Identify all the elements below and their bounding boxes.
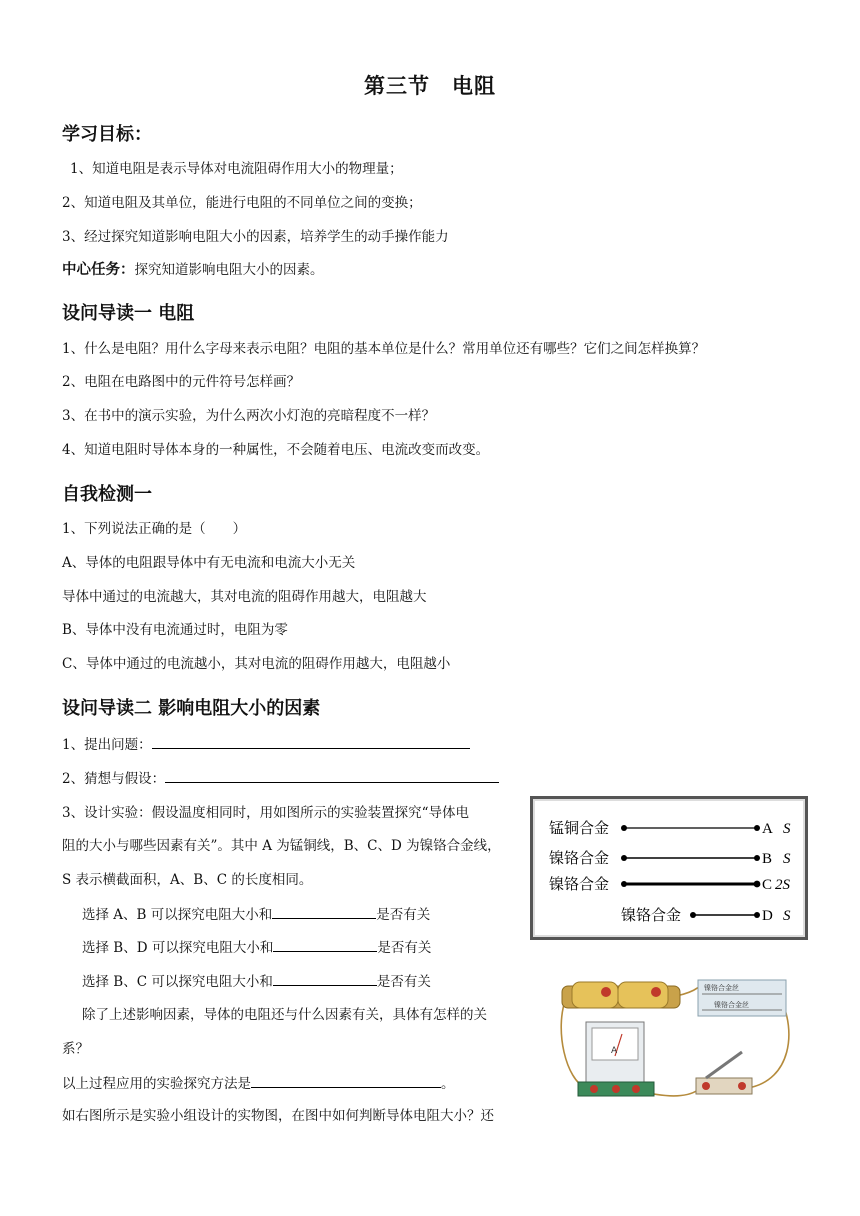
wire-a-letter: A <box>762 821 773 837</box>
wire-d-letter: D <box>762 908 773 924</box>
page-title: 第三节 电阻 <box>364 74 496 98</box>
wire-d-end-dot <box>754 912 760 918</box>
core-task-label: 中心任务： <box>62 262 135 278</box>
guide1-item-2: 2、电阻在电路图中的元件符号怎样画？ <box>62 374 301 390</box>
board-label-top: 镍铬合金丝 <box>704 984 739 992</box>
method-line <box>62 1073 455 1094</box>
guide1-heading: 设问导读一 电阻 <box>62 303 195 324</box>
wire-figure <box>530 796 808 940</box>
wire-d-material: 镍铬合金 <box>621 906 682 924</box>
switch-terminal-2 <box>738 1082 746 1090</box>
wire-left <box>561 998 586 1088</box>
core-task <box>62 260 324 280</box>
method-pre: 以上过程应用的实验探究方法是 <box>62 1076 251 1092</box>
battery-terminal-1 <box>601 987 611 997</box>
wire-b-material: 镍铬合金 <box>549 849 610 867</box>
select-bd <box>82 937 431 958</box>
select-bd-blank[interactable] <box>273 937 377 952</box>
select-ab-post: 是否有关 <box>376 907 431 923</box>
guide2-heading: 设问导读二 影响电阻大小的因素 <box>62 698 321 719</box>
switch-lever <box>706 1052 742 1078</box>
select-ab <box>82 904 430 925</box>
selftest1-question: 1、下列说法正确的是（ ） <box>62 521 247 537</box>
other-factors-line-1: 除了上述影响因素，导体的电阻还与什么因素有关，具体有怎样的关 <box>82 1007 487 1023</box>
board-label-bottom: 镍铬合金丝 <box>714 1001 749 1009</box>
select-bd-post: 是否有关 <box>377 940 432 956</box>
wire-c-letter: C <box>762 877 773 893</box>
guide1-item-1: 1、什么是电阻？用什么字母来表示电阻？电阻的基本单位是什么？常用单位还有哪些？它们之间怎样换算？ <box>62 341 706 357</box>
guide2-q3-line-2: 阻的大小与哪些因素有关”。其中 A 为锰铜线，B、C、D 为镍铬合金线， <box>62 838 501 854</box>
objectives-heading: 学习目标： <box>62 124 152 145</box>
select-bd-pre: 选择 B、D 可以探究电阻大小和 <box>82 940 274 956</box>
selftest1-heading: 自我检测一 <box>62 484 152 505</box>
wire-d-area: S <box>783 908 791 924</box>
guide1-item-3: 3、在书中的演示实验，为什么两次小灯泡的亮暗程度不一样？ <box>62 408 436 424</box>
apparatus-photo <box>556 970 796 1120</box>
select-bc <box>82 971 431 992</box>
wire-row-a <box>549 819 791 837</box>
wire-a-material: 锰铜合金 <box>549 819 610 837</box>
switch-terminal-1 <box>702 1082 710 1090</box>
ammeter-terminal-1 <box>590 1085 598 1093</box>
select-bc-post: 是否有关 <box>376 974 431 990</box>
method-blank[interactable] <box>251 1073 441 1088</box>
wire-a-area: S <box>783 821 791 837</box>
apparatus-svg <box>556 970 796 1120</box>
guide2-q1-label: 1、提出问题： <box>62 737 152 753</box>
wire-row-c <box>549 875 791 893</box>
ammeter-terminal-2 <box>612 1085 620 1093</box>
wire-row-d <box>621 906 791 924</box>
wire-row-b <box>549 849 791 867</box>
select-ab-pre: 选择 A、B 可以探究电阻大小和 <box>82 907 273 923</box>
battery-cell-1 <box>572 982 618 1008</box>
wire-c-material: 镍铬合金 <box>549 875 610 893</box>
select-bc-blank[interactable] <box>273 971 377 986</box>
core-task-text: 探究知道影响电阻大小的因素。 <box>134 262 324 278</box>
selftest1-option-a: A、导体的电阻跟导体中有无电流和电流大小无关 <box>62 555 356 571</box>
ammeter-letter: A <box>611 1046 618 1056</box>
wire-c-end-dot <box>754 881 761 888</box>
selftest1-option-b: B、导体中没有电流通过时，电阻为零 <box>62 622 288 638</box>
battery-terminal-2 <box>651 987 661 997</box>
q1-answer-blank[interactable] <box>152 734 470 749</box>
selftest1-option-c: C、导体中通过的电流越小，其对电流的阻碍作用越大，电阻越小 <box>62 656 451 672</box>
guide1-item-4: 4、知道电阻时导体本身的一种属性，不会随着电压、电流改变而改变。 <box>62 442 490 458</box>
ammeter-terminal-3 <box>632 1085 640 1093</box>
other-factors-line-2: 系？ <box>62 1041 89 1057</box>
wire-b-end-dot <box>754 855 760 861</box>
last-line: 如右图所示是实验小组设计的实物图，在图中如何判断导体电阻大小？还 <box>62 1108 494 1124</box>
selftest1-option-extra: 导体中通过的电流越大，其对电流的阻碍作用越大，电阻越大 <box>62 589 427 605</box>
method-post: 。 <box>441 1076 455 1092</box>
guide2-q2-label: 2、猜想与假设： <box>62 771 166 787</box>
guide2-q1 <box>62 734 470 755</box>
battery-cell-2 <box>618 982 668 1008</box>
wire-a-end-dot <box>754 825 760 831</box>
wire-c-area: 2S <box>775 877 790 893</box>
objective-item-1: 1、知道电阻是表示导体对电流阻碍作用大小的物理量； <box>70 161 403 177</box>
guide2-q3-line-1: 3、设计实验：假设温度相同时，用如图所示的实验装置探究“导体电 <box>62 805 469 821</box>
wire-figure-svg <box>533 799 805 937</box>
objective-item-2: 2、知道电阻及其单位，能进行电阻的不同单位之间的变换； <box>62 195 422 211</box>
wire-b-area: S <box>783 851 791 867</box>
select-bc-pre: 选择 B、C 可以探究电阻大小和 <box>82 974 273 990</box>
wire-b-letter: B <box>762 851 773 867</box>
guide2-q3-line-3: S 表示横截面积，A、B、C 的长度相同。 <box>62 872 313 888</box>
guide2-q2 <box>62 768 499 789</box>
objective-item-3: 3、经过探究知道影响电阻大小的因素，培养学生的动手操作能力 <box>62 229 449 245</box>
select-ab-blank[interactable] <box>272 904 376 919</box>
q2-answer-blank[interactable] <box>165 768 499 783</box>
